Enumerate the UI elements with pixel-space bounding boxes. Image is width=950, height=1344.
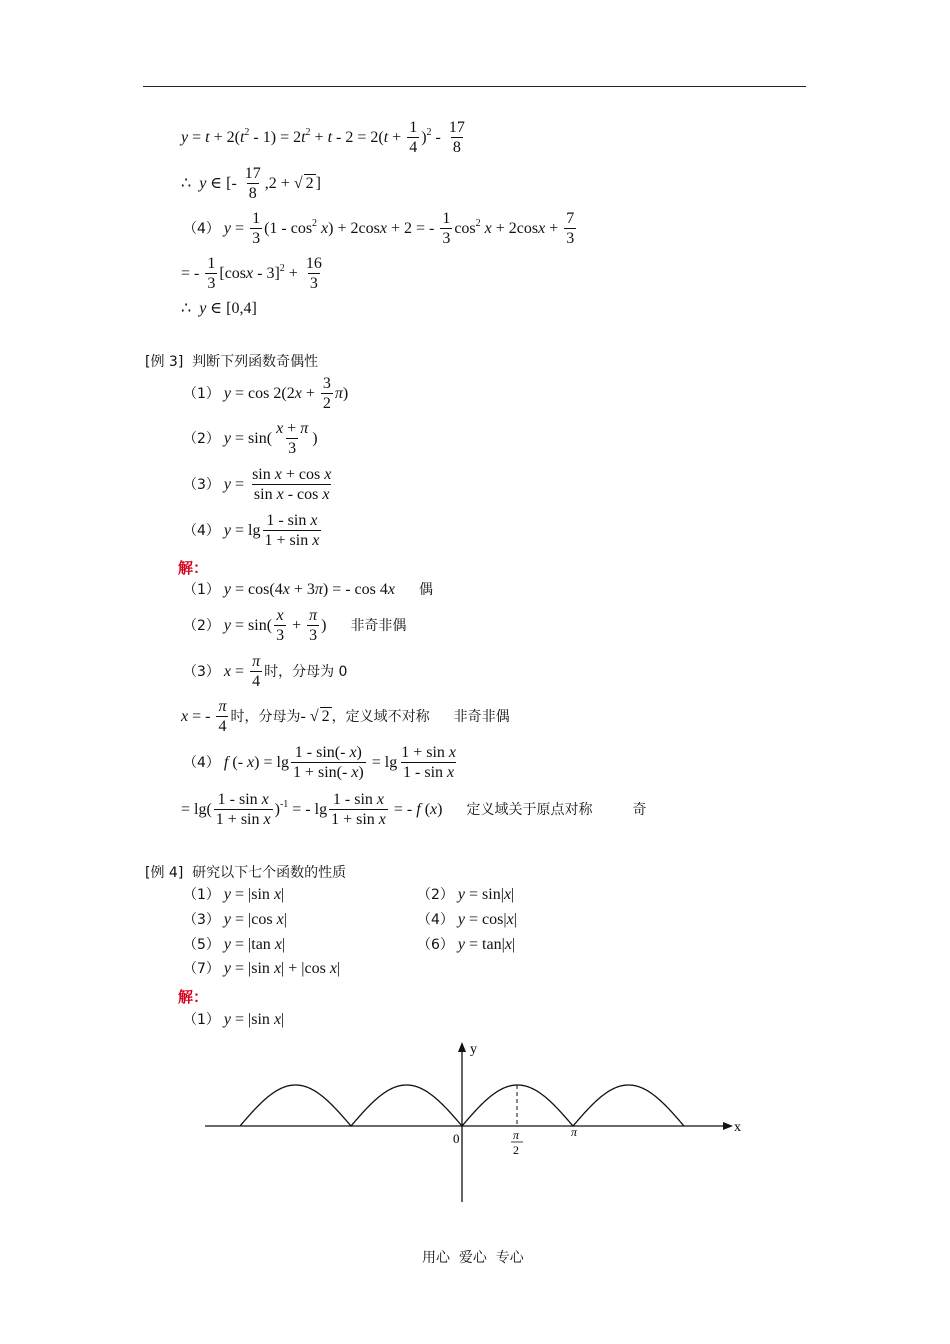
sol3-line-6: = lg( $\frac{\text{1 - sin x}}{\text{1 + sin x}}$ )$^{-1}$ = - lg $\frac{\text{1 - sin x}}{\text{1 + sin x}}$ = - f (x) 定义域关于原点对称 奇 <box>181 791 647 828</box>
ex4-item-1: （1） y = |sin x| <box>183 886 285 903</box>
ex3-item-3: （3） y = $\frac{\text{sin x + cos x}}{\text{sin x - cos x}}$ <box>183 466 332 503</box>
sol3-line-4: x = - $\frac{\pi}{4}$ 时，分母为 - √ 2 ，定义域不对称 非奇非偶 <box>181 698 510 735</box>
ex4-item-5: （5） y = |tan x| <box>183 936 286 953</box>
sol3-line-1: （1） y = cos(4x + 3π) = - cos 4x 偶 <box>183 581 433 598</box>
sol3-line-2: （2） y = sin( $\frac{x}{3}$ + $\frac{\pi}{3}$ ) 非奇非偶 <box>183 607 407 644</box>
equation-line-4: = - $\frac{1}{3}$ [cosx - 3]$^2$ + $\frac{16}{3}$ <box>181 255 322 292</box>
ex4-item-2: （2） y = sin|x| <box>417 886 515 903</box>
footer-text: 用心 爱心 专心 <box>422 1250 524 1266</box>
y-axis-arrow <box>458 1042 466 1052</box>
ex4-item-4: （4） y = cos|x| <box>417 911 517 928</box>
origin-label: 0 <box>453 1131 460 1146</box>
x-axis-label: x <box>734 1120 741 1135</box>
ex3-item-1: （1） y = cos 2(2x + $\frac{3}{2}$ π) <box>183 375 349 412</box>
sol3-line-5: （4） f (- x) = lg $\frac{1 - \sin(- x)}{1 + \sin(- x)}$ = lg $\frac{\text{1 + sin x}}{\text{1 - sin x}}$ <box>183 744 457 781</box>
header-rule <box>143 86 806 87</box>
equation-line-3: （4） y = $\frac{1}{3}$ $(1 - \cos^2 x) + 2\cos x + 2$ = - $\frac{1}{3}$ $\cos^2 x + 2\cos x$ + $\frac{7}{3}$ <box>183 210 575 247</box>
tick-pi-label: π <box>571 1125 578 1139</box>
solution-4-label: 解： <box>178 988 209 1006</box>
equation-line-2: ∴ y ∈ [- $\frac{17}{8}$ ,2 + √ 2 ] <box>181 165 321 202</box>
sol3-line-3: （3） x = $\frac{\pi}{4}$ 时，分母为 0 <box>183 653 348 690</box>
ex4-item-7: （7） y = |sin x| + |cos x| <box>183 960 341 977</box>
tick-half-pi-numerator: π <box>513 1128 520 1142</box>
equation-line-1: $y = t + 2(t^2 - 1) = 2t^2 + t - 2 = 2(t$ + $\frac{1}{4}$ )$^2$ - $\frac{17}{8}$ <box>181 119 465 156</box>
y-axis-label: y <box>470 1042 477 1057</box>
sol4-line-1: （1） y = |sin x| <box>183 1011 285 1028</box>
ex4-item-3: （3） y = |cos x| <box>183 911 287 928</box>
x-axis-arrow <box>723 1122 733 1130</box>
example-4-heading: [例 4] 研究以下七个函数的性质 <box>145 865 347 881</box>
ex3-item-4: （4） y = lg $\frac{\text{1 - sin x}}{\text{1 + sin x}}$ <box>183 512 320 549</box>
equation-line-5: ∴ y ∈ [0,4] <box>181 300 257 317</box>
solution-3-label: 解： <box>178 559 209 577</box>
abs-sin-curve <box>240 1085 684 1126</box>
ex4-item-6: （6） y = tan|x| <box>417 936 516 953</box>
example-3-heading: [例 3] 判断下列函数奇偶性 <box>145 354 319 370</box>
ex3-item-2: （2） y = sin( $\frac{x + \pi}{3}$ ) <box>183 420 318 457</box>
tick-half-pi-denominator: 2 <box>513 1143 519 1157</box>
